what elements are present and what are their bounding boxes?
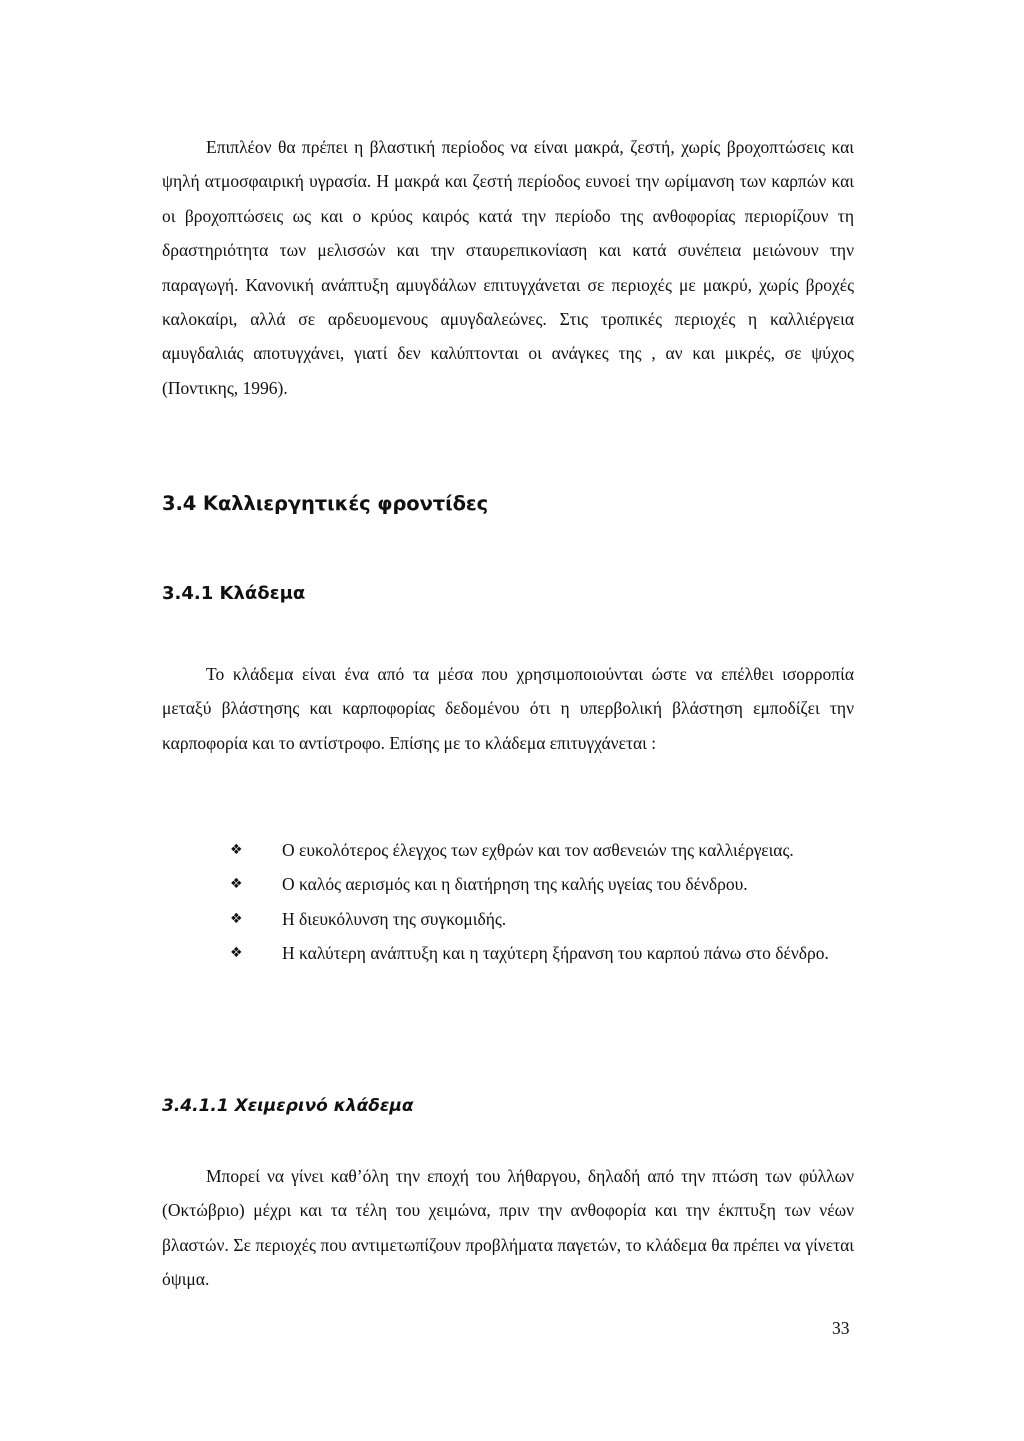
diamond-dots-bullet-icon: ❖ xyxy=(230,910,243,927)
list-item xyxy=(230,902,856,936)
subsubsection-heading: 3.4.1.1 Χειμερινό κλάδεμα xyxy=(162,1096,414,1116)
subsection-heading: 3.4.1 Κλάδεμα xyxy=(162,583,306,604)
body-paragraph-winter-pruning: Μπορεί να γίνει καθ’όλη την εποχή του λήθαργου, δηλαδή από την πτώση των φύλλων (Οκτώβριο) μέχρι και τα τέλη του χειμώνα, πριν την ανθοφορία και την έκπτυξη των νέων βλαστών. Σε περιοχές που αντιμετωπίζουν προβλήματα παγετών, το κλάδεμα θα πρέπει να γίνεται όψιμα. xyxy=(162,1166,854,1290)
body-paragraph-climate: Επιπλέον θα πρέπει η βλαστική περίοδος να είναι μακρά, ζεστή, χωρίς βροχοπτώσεις και ψηλή ατμοσφαιρική υγρασία. Η μακρά και ζεστή περίοδος ευνοεί την ωρίμανση των καρπών και οι βροχοπτώσεις ως και ο κρύος καιρός κατά την περίοδο της ανθοφορίας περιορίζουν τη δραστηριότητα των μελισσών και την σταυρεπικονίαση και κατά συνέπεια μειώνουν την παραγωγή. Κανονική ανάπτυξη αμυγδάλων επιτυγχάνεται σε περιοχές με μακρύ, χωρίς βροχές καλοκαίρι, αλλά σε αρδευομενους αμυγδαλεώνες. Στις τροπικές περιοχές η καλλιέργεια αμυγδαλιάς αποτυγχάνει, γιατί δεν καλύπτονται οι ανάγκες της , αν και μικρές, σε ψύχος (Ποντικης, 1996). xyxy=(162,137,854,398)
diamond-dots-bullet-icon: ❖ xyxy=(230,876,243,893)
list-item-text: Ο καλός αερισμός και η διατήρηση της καλής υγείας του δένδρου. xyxy=(282,874,748,895)
list-item-text: Η καλύτερη ανάπτυξη και η ταχύτερη ξήρανση του καρπού πάνω στο δένδρο. xyxy=(282,943,829,964)
section-heading: 3.4 Καλλιεργητικές φροντίδες xyxy=(162,492,489,515)
page-number: 33 xyxy=(832,1318,850,1338)
body-paragraph-pruning: Το κλάδεμα είναι ένα από τα μέσα που χρησιμοποιούνται ώστε να επέλθει ισορροπία μεταξύ βλάστησης και καρποφορίας δεδομένου ότι η υπερβολική βλάστηση εμποδίζει την καρποφορία και το αντίστροφο. Επίσης με το κλάδεμα επιτυγχάνεται : xyxy=(162,664,854,753)
diamond-dots-bullet-icon: ❖ xyxy=(230,945,243,962)
benefits-list xyxy=(230,833,856,971)
list-item-text: Ο ευκολότερος έλεγχος των εχθρών και τον ασθενειών της καλλιέργειας. xyxy=(282,840,794,860)
list-item-text: Η διευκόλυνση της συγκομιδής. xyxy=(282,908,507,929)
list-item xyxy=(230,867,856,901)
list-item xyxy=(230,936,856,970)
diamond-dots-bullet-icon: ❖ xyxy=(230,842,243,858)
list-item xyxy=(230,833,856,867)
